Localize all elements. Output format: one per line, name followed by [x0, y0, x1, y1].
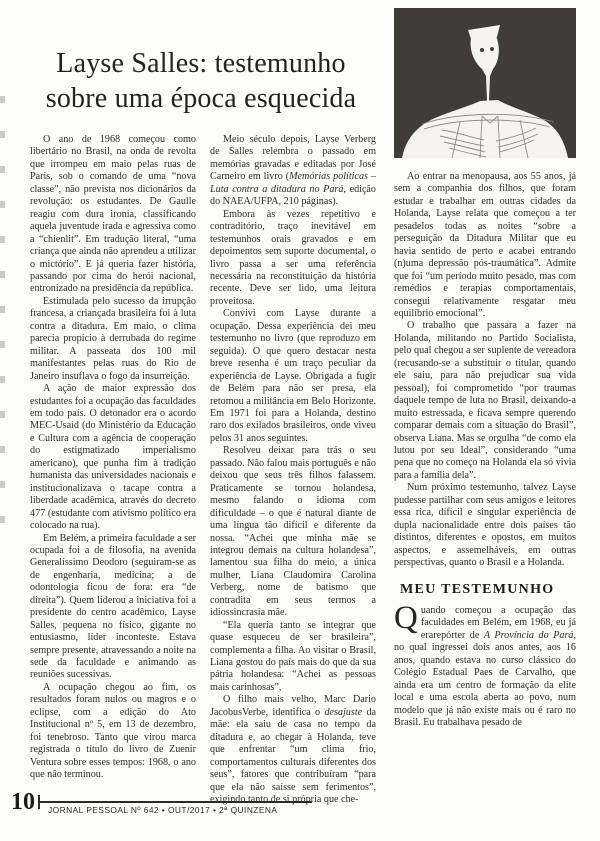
- text-segment: , edição do NAEA/UFPA, 210 páginas).: [210, 183, 376, 208]
- woman-figure-illustration: [394, 8, 576, 158]
- scan-mark: [0, 236, 5, 243]
- footer-issue-line: JORNAL PESSOAL Nº 642 • OUT/2017 • 2ª QUINZENA: [48, 805, 278, 815]
- paragraph: [210, 694, 376, 806]
- newspaper-name-italic: A Província do Pará: [483, 629, 574, 641]
- scan-mark: [0, 201, 5, 208]
- paragraph: Em Belém, a primeira faculdade a ser ocupada foi a de filosofia, na avenida Generalíssimo Deodoro (seguiram-se as de engenharia, medicina; a de odontologia ficou de fora: era “de direita”). Quem liderou a iniciativa foi a presidente do centro acadêmico, Layse Salles, pequena no físico, gigante no entusiasmo, líder inconteste. Estava sempre presente, atravessando a noite na sede da faculdade e animando as reuniões sucessivas.: [30, 532, 196, 681]
- paragraph: A ocupação chegou ao fim, os resultados foram nulos ou magros e o eclipse, com a edição do Ato Institucional nº 5, em 13 de dezembro, foi tenebroso. Tanto que virou marca registrada o título do livro de Zuenir Ventura sobre esses tempos: 1968, o ano que não terminou.: [30, 681, 196, 781]
- figure-eye-right: [490, 47, 494, 51]
- paragraph: Num próximo testemunho, talvez Layse pudesse partilhar com seus amigos e leitores essa rica, difícil e singular experiência de dupla nacionalidade entre dois países tão distintos, diferentes e opostos, em muitos aspectos, e assemelháveis, em outras perspectivas, quanto o Brasil e a Holanda.: [394, 482, 576, 569]
- text-segment: , no qual ingressei dois anos antes, aos 16 anos, quando estava no curso clássico do Colégio Estadual Paes de Carvalho, que ainda era um centro de formação da elite local e uma escola aberta ao povo, num modelo que já não existe mais ou é raro no Brasil. Eu trabalhava pesado de: [394, 629, 576, 729]
- illustration-frame: [394, 8, 576, 158]
- page-title-line2: sobre uma época esquecida: [45, 83, 357, 114]
- scan-mark: [0, 376, 5, 383]
- paragraph: [210, 134, 376, 209]
- drop-cap: Q: [394, 599, 418, 636]
- text-segment: Meio século depois, Layse Verberg de Salles relembra o passado em memórias gravadas e editadas por José Carneiro em livro (: [210, 134, 376, 183]
- scan-mark: [0, 166, 5, 173]
- article-column-1: [30, 134, 196, 782]
- section-heading-meu-testemunho: MEU TESTEMUNHO: [400, 581, 555, 597]
- italic-word: desajuste: [324, 706, 363, 718]
- paragraph: Estimulada pelo sucesso da irrupção francesa, a criançada brasileira foi à luta contra a ditadura. Em maio, o clima parecia propício à derrubada do regime militar. A passeata dos 100 mil manifestantes pelas ruas do Rio de Janeiro insuflava o fogo da insurreição.: [30, 295, 196, 382]
- footer-rule: [39, 801, 312, 803]
- scan-mark: [0, 411, 5, 418]
- scan-mark: [0, 306, 5, 313]
- article-column-3: [394, 8, 576, 729]
- paragraph: A ação de maior expressão dos estudantes foi a ocupação das faculdades em todo país. O detonador era o acordo MEC-Usaid (do Ministério da Educação e Cultura com a agência de cooperação do estigmatizado imperialismo americano), que punha fim à tradição humanista das universidades nacionais e institucionalizava o tacape contra a liberdade acadêmica, através do decreto 477 (estudante com ativismo político era colocado na rua).: [30, 383, 196, 532]
- paragraph: Resolveu deixar para trás o seu passado. Não falou mais português e não deixou que seus três filhos falassem. Praticamente se tornou holandesa, mesmo falando o idioma com dificuldade – o que é natural diante de uma língua tão difícil e diferente da nossa. “Achei que minha mãe se integrou demais na cultura holandesa”, lamentou sua filha do meio, a única mulher, Liana Claudomira Carolina Verberg, nome de batismo que contradita em seus termos a idiossincrasia mãe.: [210, 445, 376, 619]
- footer-page-number: 10: [11, 789, 35, 815]
- text-segment: uando começou a ocupação das faculdades em Belém, em 1968, eu já erarepórter de: [420, 604, 576, 641]
- paragraph: Embora às vezes repetitivo e contraditório, traço inevitável em testemunhos orais gravados e em depoimentos sem suporte documental, o livro passa a ser uma referência necessária na reconstituição da história recente. Deve ser lido, uma leitura proveitosa.: [210, 208, 376, 307]
- page-title: [22, 46, 380, 116]
- text-segment: da mãe: ela saiu de casa no tempo da ditadura e, ao chegar à Holanda, teve que enfrentar “um clima frio, comportamentos culturais diferentes dos seus”, fatores que contribuíram “para que ela não saísse sem ferimentos”, exigindo tanto de si própria que che-: [210, 706, 376, 806]
- figure-eye-left: [480, 48, 484, 52]
- scan-mark: [0, 481, 5, 488]
- testimony-paragraph: [394, 599, 576, 730]
- paragraph: O ano de 1968 começou como libertário no Brasil, na onda de revolta que irrompeu em maio pelas ruas de Paris, sob o comando de uma “nova classe”, não prevista nos dicionários da revolução: os estudantes. De Gaulle reagiu com dura ironia, classificando aquela juventude irada e agressiva como a “chienlit”. Em tradução literal, “uma criança que ainda não aprendeu a utilizar o mictório”. E já queria fazer história, passando por cima do herói nacional, entronizado na presidência da república.: [30, 134, 196, 295]
- text-segment: O filho mais velho, Marc Dario JacobusVerbe, identifica o: [210, 694, 376, 718]
- scan-mark: [0, 271, 5, 278]
- paragraph: “Ela queria tanto se integrar que quase esqueceu de ser brasileira”, complementa a filha. Ao visitar o Brasil, Liana gostou do país mais do que da sua pátria holandesa: “Achei as pessoas mais carinhosas”,: [210, 619, 376, 693]
- article-column-2: [210, 134, 376, 806]
- paragraph: Ao entrar na menopausa, aos 55 anos, já sem a companhia dos filhos, que foram estudar e trabalhar em outras cidades da Holanda, Layse relata que começou a ter pesadelos todas as noites “sobre a perseguição da Ditadura Militar que eu havia sentido de perto e acabei entrando (n)uma depressão pós-traumática”. Admite que foi “um período muito pesado, mas com remédios e terapias comportamentais, consegui relativamente resgatar meu equilíbrio emocional”.: [394, 171, 576, 319]
- page-title-line1: Layse Salles: testemunho: [56, 48, 346, 79]
- scan-mark: [0, 516, 5, 523]
- book-title-italic: Memórias políticas – Luta contra a ditadura no Pará: [210, 171, 376, 195]
- scan-mark: [0, 446, 5, 453]
- scan-mark: [0, 341, 5, 348]
- paragraph: Convivi com Layse durante a ocupação. Dessa experiência dei meu testemunho no livro (que reproduzo em seguida). O que quero destacar nesta breve resenha é um traço peculiar da experiência de Layse. Obrigada a fugir de Belém para não ser presa, ela retomou a militância em Belo Horizonte. Em 1971 foi para a Holanda, destino raro dos exilados brasileiros, onde viveu pelos 31 anos seguintes.: [210, 308, 376, 444]
- scan-mark: [0, 96, 5, 103]
- scan-mark: [0, 131, 5, 138]
- paragraph: O trabalho que passara a fazer na Holanda, militando no Partido Socialista, pelo qual chegou a ser suplente de vereadora (recusando-se a substituir o titular, quando ele saiu, para não prejudicar sua vida pessoal), foi comprometido “por traumas daquele tempo de luta no Brasil, deixando-a muito estressada, e ficava sempre querendo comparar demais com a situação do Brasil”, observa Liana. Mas se orgulha “de como ela lutou por seu Ideal”, considerando “uma pena que no começo na Holanda ela só vivia para a família dela”.: [394, 320, 576, 481]
